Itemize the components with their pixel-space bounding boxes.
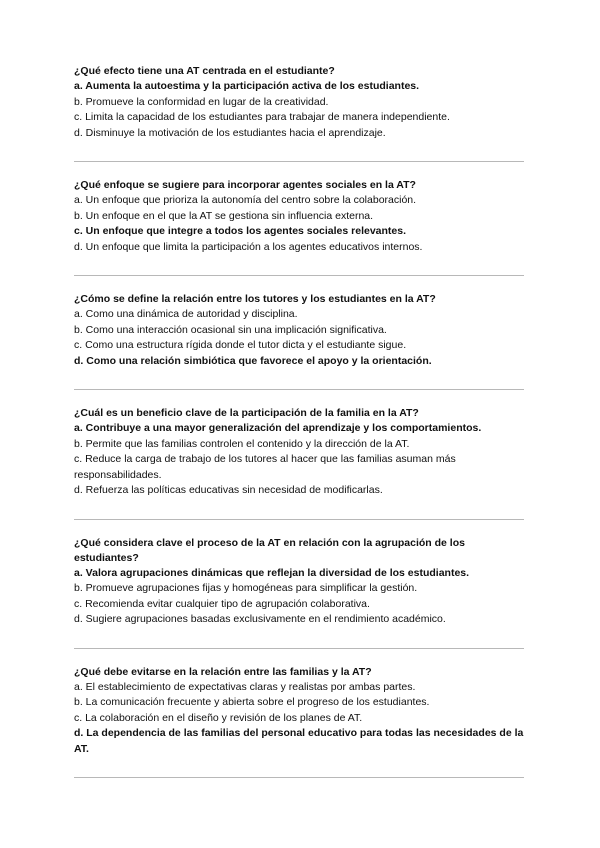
question-divider	[74, 161, 524, 162]
question-divider	[74, 777, 524, 778]
question-divider	[74, 648, 524, 649]
answer-option: a. El establecimiento de expectativas claras y realistas por ambas partes.	[74, 680, 416, 693]
answer-option: a. Un enfoque que prioriza la autonomía del centro sobre la colaboración.	[74, 194, 417, 206]
answer-option-correct: c. Un enfoque que integre a todos los agentes sociales relevantes.	[74, 225, 407, 237]
answer-option: b. Promueve la conformidad en lugar de la creatividad.	[74, 95, 329, 108]
question-divider	[74, 389, 524, 390]
question-block	[74, 292, 526, 390]
question-block	[74, 665, 526, 779]
answer-option: b. Como una interacción ocasional sin una implicación significativa.	[74, 323, 387, 336]
question-title: ¿Qué efecto tiene una AT centrada en el estudiante?	[74, 65, 335, 77]
question-title: ¿Qué enfoque se sugiere para incorporar agentes sociales en la AT?	[74, 179, 416, 191]
answer-option: c. La colaboración en el diseño y revisión de los planes de AT.	[74, 711, 363, 724]
answer-option-correct: d. La dependencia de las familias del personal educativo para todas las necesidades de la AT.	[74, 727, 524, 755]
answer-option: d. Disminuye la motivación de los estudiantes hacia el aprendizaje.	[74, 126, 386, 139]
answer-option: d. Refuerza las políticas educativas sin necesidad de modificarlas.	[74, 484, 383, 496]
answer-option: d. Sugiere agrupaciones basadas exclusivamente en el rendimiento académico.	[74, 613, 446, 625]
answer-option-correct: a. Contribuye a una mayor generalización del aprendizaje y los comportamientos.	[74, 422, 482, 434]
question-block	[74, 178, 526, 276]
answer-option: c. Recomienda evitar cualquier tipo de agrupación colaborativa.	[74, 597, 370, 610]
answer-option: b. La comunicación frecuente y abierta sobre el progreso de los estudiantes.	[74, 696, 430, 708]
question-title: ¿Cuál es un beneficio clave de la participación de la familia en la AT?	[74, 407, 419, 419]
question-block	[74, 536, 526, 649]
answer-option-correct: d. Como una relación simbiótica que favorece el apoyo y la orientación.	[74, 354, 432, 367]
quiz-document	[74, 64, 526, 794]
answer-option: b. Promueve agrupaciones fijas y homogéneas para simplificar la gestión.	[74, 582, 418, 594]
question-title: ¿Cómo se define la relación entre los tutores y los estudiantes en la AT?	[74, 293, 436, 305]
question-divider	[74, 519, 524, 520]
answer-option: d. Un enfoque que limita la participación a los agentes educativos internos.	[74, 240, 423, 253]
question-title: ¿Qué debe evitarse en la relación entre las familias y la AT?	[74, 665, 372, 678]
question-title: ¿Qué considera clave el proceso de la AT en relación con la agrupación de los estudiantes?	[74, 536, 465, 564]
answer-option: b. Permite que las familias controlen el contenido y la dirección de la AT.	[74, 437, 410, 450]
answer-option-correct: a. Aumenta la autoestima y la participación activa de los estudiantes.	[74, 80, 420, 92]
answer-option: c. Limita la capacidad de los estudiantes para trabajar de manera independiente.	[74, 111, 450, 123]
answer-option-correct: a. Valora agrupaciones dinámicas que reflejan la diversidad de los estudiantes.	[74, 566, 470, 579]
question-block	[74, 406, 526, 520]
answer-option: a. Como una dinámica de autoridad y disciplina.	[74, 308, 298, 320]
answer-option: c. Reduce la carga de trabajo de los tutores al hacer que las familias asuman más responsabilidades.	[74, 453, 456, 481]
answer-option: b. Un enfoque en el que la AT se gestiona sin influencia externa.	[74, 209, 374, 222]
question-block	[74, 64, 526, 162]
question-divider	[74, 275, 524, 276]
answer-option: c. Como una estructura rígida donde el tutor dicta y el estudiante sigue.	[74, 339, 407, 351]
